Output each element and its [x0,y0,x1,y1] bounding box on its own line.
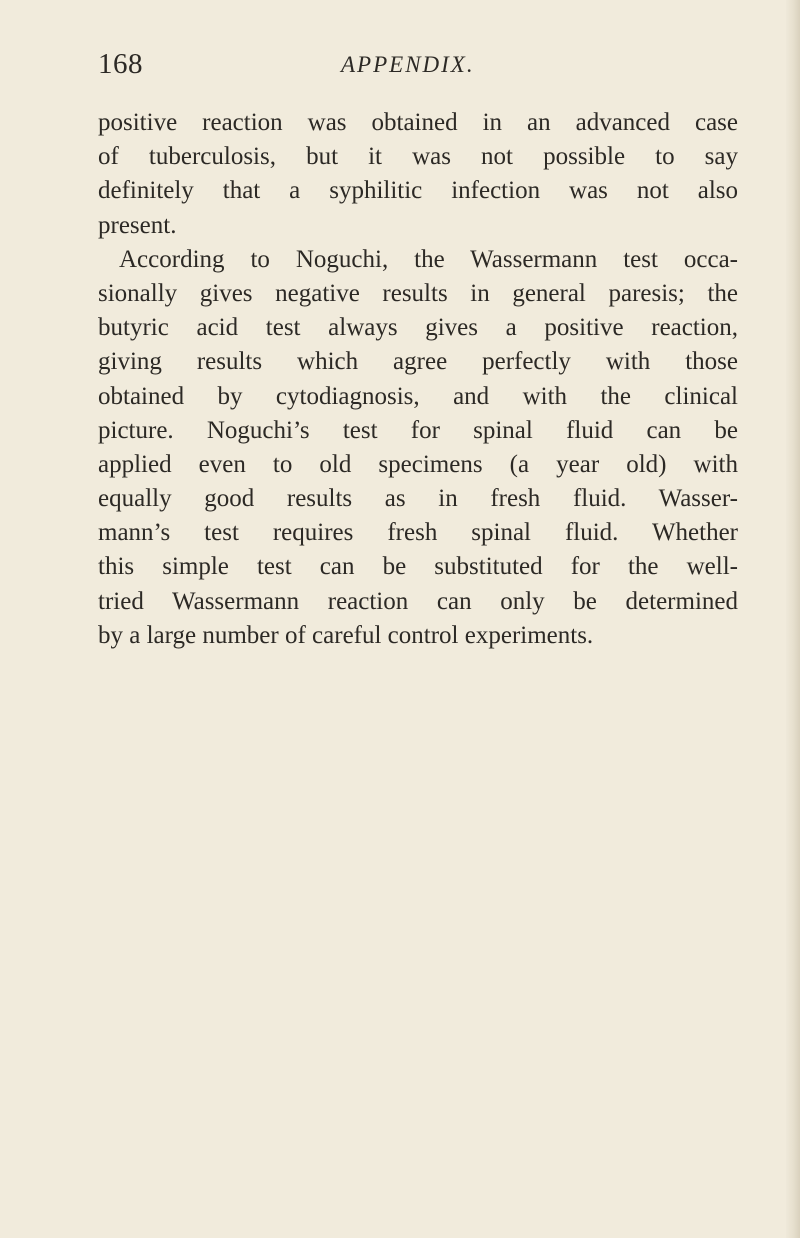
text-line: tried Wassermann reaction can only be determined [98,587,738,615]
page-edge-shadow [786,0,800,1238]
text-line: definitely that a syphilitic infection was not also [98,177,738,205]
text-line: by a large number of careful control experiments. [98,621,594,649]
body-text [98,106,738,653]
page-number: 168 [98,48,143,80]
text-line: butyric acid test always gives a positive reaction, [98,314,738,342]
text-line: sionally gives negative results in general paresis; the [98,279,738,307]
text-line: mann’s test requires fresh spinal fluid. Whether [98,519,738,547]
text-line: positive reaction was obtained in an advanced case [98,109,738,136]
text-line: equally good results as in fresh fluid. Wasser- [98,485,738,513]
text-line: of tuberculosis, but it was not possible to say [98,143,738,171]
page-header [98,46,738,82]
text-line: According to Noguchi, the Wassermann test occa- [119,245,738,273]
text-line: applied even to old specimens (a year old) with [98,450,738,478]
text-line: picture. Noguchi’s test for spinal fluid can be [98,416,738,444]
text-line: giving results which agree perfectly with those [98,348,738,376]
text-line: this simple test can be substituted for the well- [98,553,738,581]
running-head: APPENDIX. [341,52,475,77]
text-line: obtained by cytodiagnosis, and with the clinical [98,382,738,410]
text-line: present. [98,211,177,239]
